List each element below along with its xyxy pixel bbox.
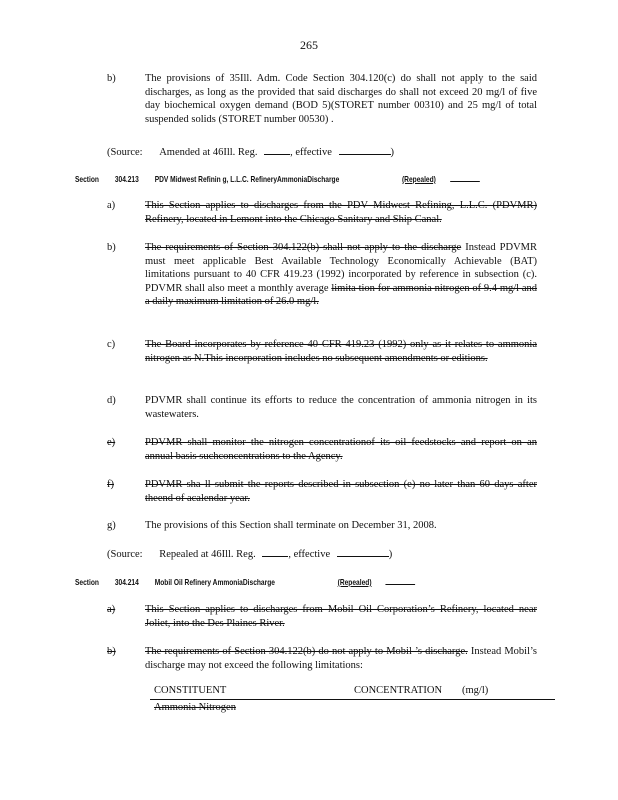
- item-label: a): [107, 604, 116, 615]
- table-row: [150, 702, 555, 716]
- item-label: c): [107, 339, 116, 350]
- source-prefix: (Source:: [107, 147, 143, 158]
- section-title: PDV Midwest Refinin g, L.L.C. RefineryAmmoniaDischarge: [154, 174, 340, 184]
- column-header-unit: (mg/l): [462, 685, 489, 696]
- item-label: b): [107, 242, 116, 253]
- inserted-text: Instead PDVMR must meet applicable Best Available Technology Economically Achievable (BAT) limitations pursuant to 40 CFR 419.23 (1992) incorporated by reference in subsection (c). PDVMR shall also meet a monthly average: [145, 242, 538, 294]
- blank-line: [264, 144, 290, 155]
- section-number: 304.213: [114, 174, 139, 184]
- inserted-text: Instead Mobil’s discharge may not exceed the following limitations:: [145, 646, 538, 671]
- section-status: (Repealed): [337, 577, 372, 587]
- section-status: (Repealed): [401, 174, 436, 184]
- deleted-text: The requirements of Section 304.122(b) shall not apply to the discharge: [145, 242, 462, 253]
- item-text: PDVMR shall continue its efforts to reduce the concentration of ammonia nitrogen in its wastewaters.: [145, 395, 537, 420]
- paragraph-b-1: [107, 72, 537, 130]
- column-header: CONSTITUENT: [154, 685, 227, 696]
- item-label: e): [107, 437, 116, 448]
- deleted-text: limita tion for ammonia nitrogen of 9.4 mg/l and a daily maximum limitation of 26.0 mg/l.: [145, 282, 538, 307]
- item-text: This Section applies to discharges from the PDV Midwest Refining, L.L.C. (PDVMR) Refinery, located in Lemont into the Chicago Sanitary and Ship Canal.: [145, 200, 537, 225]
- deleted-text: The requirements of Section 304.122(b) do not apply to Mobil ’s discharge.: [145, 646, 468, 657]
- item-text: [145, 645, 537, 672]
- source-text: Amended at 46Ill. Reg.: [159, 147, 258, 158]
- section-heading-304-213: [75, 173, 442, 184]
- section-word: Section: [75, 174, 99, 184]
- item-text: PDVMR shall monitor the nitrogen concentrationof its oil feedstocks and report on an annual basis suchconcentrations to the Agency.: [145, 437, 537, 462]
- paragraph-b-2: [107, 241, 537, 323]
- table-header: [150, 685, 555, 700]
- section-number: 304.214: [114, 577, 139, 587]
- source-text: Repealed at 46Ill. Reg.: [159, 549, 256, 560]
- blank-line: [339, 144, 391, 155]
- section-title: Mobil Oil Refinery AmmoniaDischarge: [154, 577, 275, 587]
- source-prefix: (Source:: [107, 549, 143, 560]
- source-note-2: [107, 546, 392, 562]
- item-text: PDVMR sha ll submit the reports described in subsection (e) no later than 60 days after theend of acalendar year.: [145, 479, 537, 504]
- item-label: g): [107, 520, 116, 531]
- column-header: CONCENTRATION: [354, 685, 443, 696]
- paragraph-a-3: [107, 603, 537, 633]
- paragraph-a-2: [107, 199, 537, 229]
- item-label: d): [107, 395, 116, 406]
- paragraph-f-2: [107, 478, 537, 508]
- item-label: f): [107, 479, 114, 490]
- underline: [386, 576, 416, 585]
- source-close: ): [388, 549, 393, 560]
- page-number: 265: [300, 38, 318, 52]
- item-text: This Section applies to discharges from Mobil Oil Corporation’s Refinery, located near Joliet, into the Des Plaines River.: [145, 604, 537, 629]
- source-close: ): [390, 147, 395, 158]
- item-label: b): [107, 73, 116, 84]
- paragraph-c-2: [107, 338, 537, 382]
- source-effective: , effective: [290, 147, 332, 158]
- table-cell: Ammonia Nitrogen: [154, 702, 236, 713]
- paragraph-d-2: [107, 394, 537, 424]
- underline: [450, 173, 480, 182]
- item-label: b): [107, 646, 116, 657]
- paragraph-g-2: [107, 519, 537, 535]
- limitations-table: [150, 685, 555, 716]
- paragraph-e-2: [107, 436, 537, 466]
- item-text: The provisions of 35Ill. Adm. Code Section 304.120(c) do shall not apply to the said discharges, as long as the provided that said discharges do shall not exceed 20 mg/l of five day biochemical oxygen demand (BOD 5)(STORET number 00310) and 25 mg/l of total suspended solids (STORET number 00530) .: [145, 73, 537, 125]
- item-text: The provisions of this Section shall terminate on December 31, 2008.: [145, 520, 437, 531]
- blank-line: [262, 546, 288, 557]
- source-effective: , effective: [288, 549, 331, 560]
- blank-line: [337, 546, 389, 557]
- source-note-1: [107, 144, 394, 160]
- item-label: a): [107, 200, 116, 211]
- section-heading-304-214: [75, 576, 442, 587]
- item-text: [145, 241, 537, 309]
- paragraph-b-3: [107, 645, 537, 675]
- item-text: The Board incorporates by reference 40 CFR 419.23 (1992) only as it relates to ammonia nitrogen as N.This incorporation includes no subsequent amendments or editions.: [145, 339, 537, 364]
- section-word: Section: [75, 577, 99, 587]
